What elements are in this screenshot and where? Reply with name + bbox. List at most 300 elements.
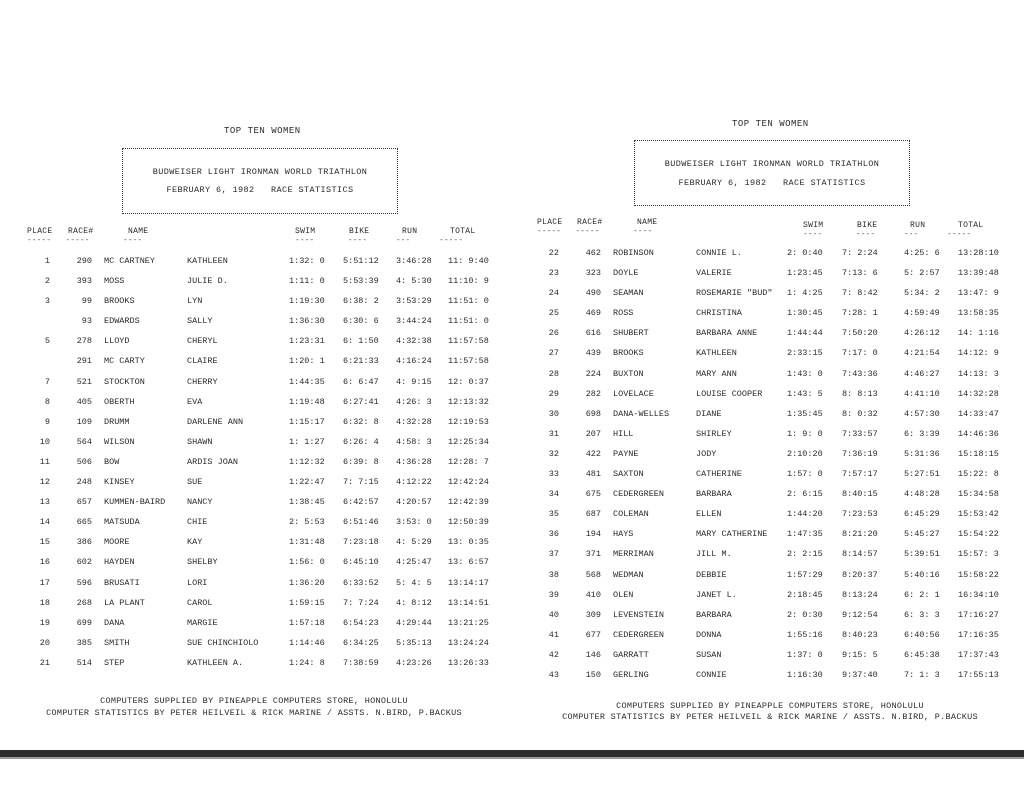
left-title-box: [122, 148, 398, 214]
cell-race: 371: [585, 549, 601, 560]
cell-first-name: CHRISTINA: [696, 308, 742, 319]
cell-total: 17:16:35: [958, 629, 999, 640]
cell-race: 194: [585, 529, 601, 540]
left-header-underline-times: ---- ---- --- -----: [295, 236, 464, 245]
left-header-swim: SWIM: [295, 227, 316, 236]
table-row: [516, 630, 1024, 650]
cell-run: 6:45:38: [904, 649, 940, 660]
table-row: [516, 529, 1024, 549]
cell-last-name: GERLING: [613, 669, 649, 680]
cell-first-name: NANCY: [187, 497, 213, 508]
cell-bike: 6: 6:47: [343, 376, 379, 387]
cell-bike: 9:12:54: [842, 609, 878, 620]
cell-race: 490: [585, 288, 601, 299]
cell-run: 3:46:28: [396, 256, 432, 266]
right-footer-line1: COMPUTERS SUPPLIED BY PINEAPPLE COMPUTERS STORE, HONOLULU: [616, 701, 924, 711]
cell-place: 29: [548, 388, 559, 399]
table-row: [0, 578, 508, 598]
cell-place: 11: [39, 456, 50, 467]
cell-race: 268: [76, 597, 92, 608]
cell-run: 4:59:49: [904, 308, 940, 319]
cell-last-name: OLEN: [613, 589, 634, 600]
cell-run: 5: 4: 5: [396, 577, 432, 588]
cell-place: 41: [548, 629, 559, 640]
cell-place: 22: [548, 248, 559, 258]
table-row: [0, 336, 508, 356]
cell-first-name: ARDIS JOAN: [187, 456, 239, 467]
cell-race: 462: [585, 248, 601, 258]
cell-total: 13:14:51: [448, 597, 489, 608]
cell-first-name: KAY: [187, 537, 203, 548]
cell-total: 12:13:32: [448, 396, 489, 407]
cell-run: 5: 2:57: [904, 268, 940, 279]
cell-race: 309: [585, 609, 601, 620]
cell-first-name: DARLENE ANN: [187, 416, 244, 427]
cell-race: 616: [585, 328, 601, 339]
cell-first-name: CHIE: [187, 517, 208, 528]
cell-total: 15:53:42: [958, 509, 999, 520]
cell-first-name: SUE: [187, 477, 203, 488]
left-event-stats: RACE STATISTICS: [271, 185, 354, 195]
cell-first-name: KATHLEEN A.: [187, 657, 244, 668]
cell-last-name: SHUBERT: [613, 328, 649, 339]
cell-race: 323: [585, 268, 601, 279]
cell-race: 481: [585, 469, 601, 480]
cell-swim: 1: 9: 0: [787, 428, 823, 439]
cell-last-name: MC CARTNEY: [104, 256, 156, 266]
table-row: [0, 296, 508, 316]
cell-run: 6: 3: 3: [904, 609, 940, 620]
cell-swim: 1:16:30: [787, 669, 823, 680]
cell-last-name: SAXTON: [613, 469, 644, 480]
cell-race: 291: [76, 356, 92, 367]
table-row: [516, 509, 1024, 529]
cell-swim: 1:30:45: [787, 308, 823, 319]
cell-swim: 2:10:20: [787, 448, 823, 459]
cell-total: 13:14:17: [448, 577, 489, 588]
cell-last-name: LEVENSTEIN: [613, 609, 665, 620]
cell-total: 15:34:58: [958, 489, 999, 500]
cell-race: 410: [585, 589, 601, 600]
cell-place: 34: [548, 489, 559, 500]
cell-first-name: LORI: [187, 577, 208, 588]
cell-swim: 1:38:45: [289, 497, 325, 508]
cell-bike: 6:54:23: [343, 617, 379, 628]
cell-bike: 7: 7:15: [343, 477, 379, 488]
cell-race: 248: [76, 477, 92, 488]
cell-place: 28: [548, 368, 559, 379]
cell-first-name: VALERIE: [696, 268, 732, 279]
cell-last-name: GARRATT: [613, 649, 649, 660]
cell-place: 18: [39, 597, 50, 608]
cell-race: 506: [76, 456, 92, 467]
cell-last-name: WEDMAN: [613, 569, 644, 580]
cell-place: 14: [39, 517, 50, 528]
cell-swim: 1:23:45: [787, 268, 823, 279]
right-header-race: RACE#: [577, 218, 603, 227]
cell-race: 677: [585, 629, 601, 640]
table-row: [0, 618, 508, 638]
cell-bike: 7: 7:24: [343, 597, 379, 608]
right-header-run: RUN: [910, 221, 926, 230]
cell-run: 5:27:51: [904, 469, 940, 480]
cell-first-name: KATHLEEN: [696, 348, 737, 359]
cell-place: 27: [548, 348, 559, 359]
cell-race: 596: [76, 577, 92, 588]
cell-bike: 6:30: 6: [343, 316, 379, 327]
cell-bike: 7:23:18: [343, 537, 379, 548]
cell-bike: 7: 2:24: [842, 248, 878, 258]
cell-bike: 7:28: 1: [842, 308, 878, 319]
cell-place: 26: [548, 328, 559, 339]
cell-total: 11:51: 0: [448, 296, 489, 307]
cell-total: 11:57:58: [448, 336, 489, 347]
cell-first-name: SALLY: [187, 316, 213, 327]
cell-swim: 1:23:31: [289, 336, 325, 347]
cell-swim: 1:44:35: [289, 376, 325, 387]
left-header-name: NAME: [128, 227, 149, 236]
cell-bike: 6:39: 8: [343, 456, 379, 467]
cell-first-name: JILL M.: [696, 549, 732, 560]
cell-swim: 2:33:15: [787, 348, 823, 359]
right-title-box: [634, 140, 910, 206]
table-row: [516, 449, 1024, 469]
right-header-name: NAME: [637, 218, 658, 227]
cell-last-name: CEDERGREEN: [613, 489, 665, 500]
cell-run: 3:53: 0: [396, 517, 432, 528]
cell-last-name: HILL: [613, 428, 634, 439]
cell-total: 13: 6:57: [448, 557, 489, 568]
cell-first-name: KATHLEEN: [187, 256, 228, 266]
cell-first-name: ELLEN: [696, 509, 722, 520]
cell-race: 602: [76, 557, 92, 568]
cell-swim: 1: 1:27: [289, 436, 325, 447]
cell-bike: 6:38: 2: [343, 296, 379, 307]
table-row: [0, 477, 508, 497]
cell-total: 13:47: 9: [958, 288, 999, 299]
cell-last-name: BUXTON: [613, 368, 644, 379]
cell-race: 93: [81, 316, 92, 327]
table-row: [516, 308, 1024, 328]
right-header-underline-times: ---- ---- --- -----: [803, 230, 972, 239]
cell-place: 20: [39, 637, 50, 648]
cell-race: 290: [76, 256, 92, 266]
cell-last-name: CEDERGREEN: [613, 629, 665, 640]
cell-last-name: KINSEY: [104, 477, 135, 488]
right-footer-line2: COMPUTER STATISTICS BY PETER HEILVEIL & RICK MARINE / ASSTS. N.BIRD, P.BACKUS: [562, 712, 978, 722]
table-row: [0, 638, 508, 658]
right-event-name: BUDWEISER LIGHT IRONMAN WORLD TRIATHLON: [664, 159, 880, 169]
cell-run: 4:26: 3: [396, 396, 432, 407]
cell-total: 13:24:24: [448, 637, 489, 648]
cell-race: 224: [585, 368, 601, 379]
cell-total: 13:26:33: [448, 657, 489, 668]
cell-race: 405: [76, 396, 92, 407]
cell-swim: 2: 2:15: [787, 549, 823, 560]
cell-total: 14:46:36: [958, 428, 999, 439]
cell-total: 11:10: 9: [448, 276, 489, 287]
table-row: [516, 610, 1024, 630]
cell-first-name: MARY ANN: [696, 368, 737, 379]
table-row: [0, 557, 508, 577]
cell-place: 5: [44, 336, 50, 347]
cell-bike: 9:15: 5: [842, 649, 878, 660]
cell-total: 15:18:15: [958, 448, 999, 459]
cell-bike: 7:36:19: [842, 448, 878, 459]
right-header-bike: BIKE: [857, 221, 878, 230]
cell-run: 7: 1: 3: [904, 669, 940, 680]
cell-swim: 1:47:35: [787, 529, 823, 540]
cell-total: 11:57:58: [448, 356, 489, 367]
cell-first-name: BARBARA: [696, 489, 732, 500]
cell-race: 469: [585, 308, 601, 319]
cell-last-name: WILSON: [104, 436, 135, 447]
table-row: [516, 328, 1024, 348]
cell-race: 386: [76, 537, 92, 548]
cell-swim: 1:22:47: [289, 477, 325, 488]
cell-bike: 8:40:23: [842, 629, 878, 640]
cell-last-name: LLOYD: [104, 336, 130, 347]
cell-swim: 1:19:48: [289, 396, 325, 407]
cell-place: 30: [548, 408, 559, 419]
cell-last-name: COLEMAN: [613, 509, 649, 520]
cell-swim: 2: 6:15: [787, 489, 823, 500]
cell-swim: 1:57: 0: [787, 469, 823, 480]
cell-bike: 7:17: 0: [842, 348, 878, 359]
cell-first-name: SUSAN: [696, 649, 722, 660]
left-header-bike: BIKE: [349, 227, 370, 236]
cell-first-name: SHIRLEY: [696, 428, 732, 439]
cell-bike: 9:37:40: [842, 669, 878, 680]
table-row: [516, 429, 1024, 449]
cell-total: 12:42:39: [448, 497, 489, 508]
cell-first-name: CAROL: [187, 597, 213, 608]
cell-place: 12: [39, 477, 50, 488]
cell-place: 15: [39, 537, 50, 548]
cell-swim: 1:15:17: [289, 416, 325, 427]
right-results-list: [516, 248, 1024, 690]
table-row: [516, 268, 1024, 288]
cell-total: 17:16:27: [958, 609, 999, 620]
cell-bike: 7:33:57: [842, 428, 878, 439]
cell-race: 439: [585, 348, 601, 359]
left-footer-line2: COMPUTER STATISTICS BY PETER HEILVEIL & RICK MARINE / ASSTS. N.BIRD, P.BACKUS: [46, 708, 462, 718]
cell-total: 12:25:34: [448, 436, 489, 447]
left-footer-line1: COMPUTERS SUPPLIED BY PINEAPPLE COMPUTERS STORE, HONOLULU: [100, 696, 408, 706]
cell-run: 4:36:28: [396, 456, 432, 467]
cell-place: 7: [44, 376, 50, 387]
cell-run: 5:45:27: [904, 529, 940, 540]
left-results-list: [0, 256, 508, 678]
cell-swim: 1:31:48: [289, 537, 325, 548]
cell-total: 11:51: 0: [448, 316, 489, 327]
cell-total: 13:28:10: [958, 248, 999, 258]
cell-place: 24: [548, 288, 559, 299]
cell-swim: 1:44:44: [787, 328, 823, 339]
cell-total: 16:34:10: [958, 589, 999, 600]
cell-race: 99: [81, 296, 92, 307]
cell-bike: 7:23:53: [842, 509, 878, 520]
cell-swim: 1:43: 5: [787, 388, 823, 399]
cell-run: 4: 9:15: [396, 376, 432, 387]
cell-place: 42: [548, 649, 559, 660]
cell-run: 4:16:24: [396, 356, 432, 367]
cell-last-name: BRUSATI: [104, 577, 140, 588]
cell-run: 5:31:36: [904, 448, 940, 459]
right-header-total: TOTAL: [958, 221, 984, 230]
cell-total: 12:50:39: [448, 517, 489, 528]
cell-total: 12:28: 7: [448, 456, 489, 467]
cell-last-name: EDWARDS: [104, 316, 140, 327]
cell-total: 14:12: 9: [958, 348, 999, 359]
cell-bike: 5:51:12: [343, 256, 379, 266]
cell-swim: 1:19:30: [289, 296, 325, 307]
table-row: [0, 658, 508, 678]
left-page-title: TOP TEN WOMEN: [224, 126, 301, 136]
cell-bike: 8: 8:13: [842, 388, 878, 399]
cell-race: 146: [585, 649, 601, 660]
cell-last-name: DOYLE: [613, 268, 639, 279]
cell-swim: 1:57:29: [787, 569, 823, 580]
cell-run: 3:53:29: [396, 296, 432, 307]
cell-first-name: JODY: [696, 448, 717, 459]
cell-place: 10: [39, 436, 50, 447]
cell-first-name: CLAIRE: [187, 356, 218, 367]
cell-first-name: ROSEMARIE "BUD": [696, 288, 773, 299]
cell-bike: 8:14:57: [842, 549, 878, 560]
table-row: [516, 409, 1024, 429]
cell-run: 4:57:30: [904, 408, 940, 419]
cell-total: 17:37:43: [958, 649, 999, 660]
cell-total: 13:39:48: [958, 268, 999, 279]
right-page: [516, 0, 1024, 745]
cell-first-name: DEBBIE: [696, 569, 727, 580]
cell-race: 422: [585, 448, 601, 459]
left-event-date: FEBRUARY 6, 1982: [166, 185, 255, 195]
cell-total: 15:22: 8: [958, 469, 999, 480]
cell-last-name: PAYNE: [613, 448, 639, 459]
cell-bike: 6:26: 4: [343, 436, 379, 447]
bottom-scan-border: [0, 750, 1024, 757]
table-row: [0, 397, 508, 417]
cell-race: 385: [76, 637, 92, 648]
cell-bike: 7: 8:42: [842, 288, 878, 299]
cell-last-name: SMITH: [104, 637, 130, 648]
cell-swim: 1:37: 0: [787, 649, 823, 660]
cell-last-name: MERRIMAN: [613, 549, 654, 560]
cell-bike: 8:20:37: [842, 569, 878, 580]
cell-swim: 2: 0:30: [787, 609, 823, 620]
cell-run: 3:44:24: [396, 316, 432, 327]
table-row: [0, 417, 508, 437]
cell-run: 4:29:44: [396, 617, 432, 628]
cell-race: 514: [76, 657, 92, 668]
cell-place: 13: [39, 497, 50, 508]
cell-place: 32: [548, 448, 559, 459]
cell-swim: 2: 5:53: [289, 517, 325, 528]
cell-first-name: CHERRY: [187, 376, 218, 387]
cell-swim: 1:24: 8: [289, 657, 325, 668]
cell-last-name: BROOKS: [613, 348, 644, 359]
cell-place: 21: [39, 657, 50, 668]
cell-first-name: EVA: [187, 396, 203, 407]
cell-first-name: JULIE D.: [187, 276, 228, 287]
cell-place: 35: [548, 509, 559, 520]
table-row: [0, 356, 508, 376]
cell-swim: 1:57:18: [289, 617, 325, 628]
left-header-underline: ----- ----- ----: [27, 236, 143, 245]
cell-place: 38: [548, 569, 559, 580]
table-row: [516, 489, 1024, 509]
cell-run: 6:45:29: [904, 509, 940, 520]
cell-first-name: BARBARA: [696, 609, 732, 620]
left-header-total: TOTAL: [450, 227, 476, 236]
cell-first-name: SUE CHINCHIOLO: [187, 637, 259, 648]
cell-last-name: BROOKS: [104, 296, 135, 307]
cell-place: 23: [548, 268, 559, 279]
cell-race: 698: [585, 408, 601, 419]
cell-race: 657: [76, 497, 92, 508]
cell-run: 4:48:28: [904, 489, 940, 500]
cell-place: 43: [548, 669, 559, 680]
cell-swim: 1:36:30: [289, 316, 325, 327]
table-row: [516, 288, 1024, 308]
right-event-date-line: [635, 178, 909, 188]
table-row: [516, 590, 1024, 610]
cell-place: 8: [44, 396, 50, 407]
cell-run: 4:25: 6: [904, 248, 940, 258]
cell-swim: 1:11: 0: [289, 276, 325, 287]
cell-race: 207: [585, 428, 601, 439]
table-row: [0, 276, 508, 296]
left-header-place: PLACE: [27, 227, 53, 236]
table-row: [516, 570, 1024, 590]
cell-last-name: ROSS: [613, 308, 634, 319]
cell-place: 19: [39, 617, 50, 628]
cell-race: 564: [76, 436, 92, 447]
cell-run: 4: 5:30: [396, 276, 432, 287]
cell-run: 4:32:38: [396, 336, 432, 347]
right-header-place: PLACE: [537, 218, 563, 227]
table-row: [516, 248, 1024, 268]
cell-last-name: MOSS: [104, 276, 125, 287]
cell-first-name: DONNA: [696, 629, 722, 640]
cell-last-name: KUMMEN-BAIRD: [104, 497, 166, 508]
table-row: [0, 457, 508, 477]
table-row: [0, 497, 508, 517]
cell-bike: 8: 0:32: [842, 408, 878, 419]
cell-swim: 1:35:45: [787, 408, 823, 419]
table-row: [516, 670, 1024, 690]
cell-run: 4:46:27: [904, 368, 940, 379]
cell-last-name: HAYS: [613, 529, 634, 540]
cell-run: 4:32:28: [396, 416, 432, 427]
table-row: [0, 377, 508, 397]
cell-total: 15:57: 3: [958, 549, 999, 560]
table-row: [516, 469, 1024, 489]
cell-last-name: MATSUDA: [104, 517, 140, 528]
cell-race: 699: [76, 617, 92, 628]
cell-last-name: BOW: [104, 456, 120, 467]
cell-bike: 6:34:25: [343, 637, 379, 648]
cell-swim: 2:18:45: [787, 589, 823, 600]
cell-run: 6: 2: 1: [904, 589, 940, 600]
cell-place: 31: [548, 428, 559, 439]
cell-total: 11: 9:40: [448, 256, 489, 266]
cell-first-name: MARGIE: [187, 617, 218, 628]
cell-swim: 1:59:15: [289, 597, 325, 608]
cell-run: 5:35:13: [396, 637, 432, 648]
